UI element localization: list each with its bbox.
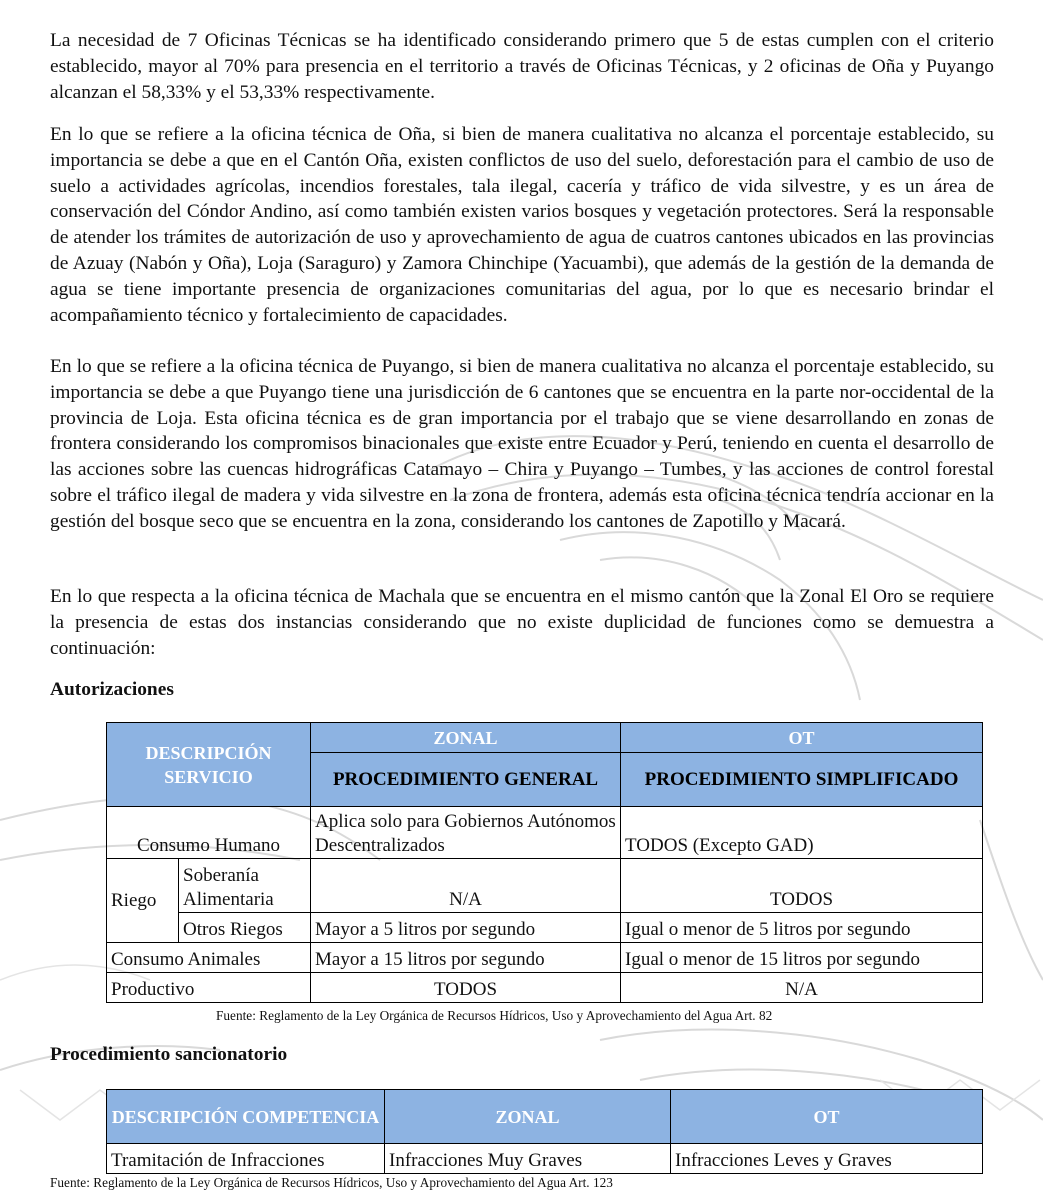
sancionatorio-header-ot: OT	[671, 1090, 983, 1144]
autorizaciones-table	[106, 722, 983, 1003]
row-otros-riegos-zonal: Mayor a 5 litros por segundo	[311, 913, 621, 943]
row-tramitacion-zonal: Infracciones Muy Graves	[385, 1144, 671, 1174]
row-otros-riegos-label: Otros Riegos	[179, 913, 311, 943]
row-consumo-animales-zonal: Mayor a 15 litros por segundo	[311, 943, 621, 973]
autorizaciones-source: Fuente: Reglamento de la Ley Orgánica de Recursos Hídricos, Uso y Aprovechamiento del Agua Art. 82	[216, 1008, 773, 1023]
paragraph-3: En lo que se refiere a la oficina técnica de Puyango, si bien de manera cualitativa no alcanza el porcentaje establecido, su importancia se debe a que Puyango tiene una jurisdicción de 6 cantones que se encuentra en la parte nor-occidental de la provincia de Loja. Esta oficina técnica es de gran importancia por el trabajo que se viene desarrollando en zonas de frontera considerando los compromisos binacionales que existe entre Ecuador y Perú, teniendo en cuenta el desarrollo de las acciones sobre las cuencas hidrográficas Catamayo – Chira y Puyango – Tumbes, y las acciones de control forestal sobre el tráfico ilegal de madera y vida silvestre en la zona de frontera, además esta oficina técnica tendría accionar en la gestión del bosque seco que se encuentra en la zona, considerando los cantones de Zapotillo y Macará.	[50, 356, 994, 532]
row-tramitacion-label: Tramitación de Infracciones	[107, 1144, 385, 1174]
row-otros-riegos-ot: Igual o menor de 5 litros por segundo	[621, 913, 983, 943]
row-riego-label: Riego	[107, 859, 179, 943]
header-descripcion-competencia: DESCRIPCIÓN COMPETENCIA	[107, 1090, 385, 1144]
row-soberania-label: Soberanía Alimentaria	[179, 859, 311, 913]
row-productivo-zonal: TODOS	[311, 973, 621, 1003]
sancionatorio-source: Fuente: Reglamento de la Ley Orgánica de Recursos Hídricos, Uso y Aprovechamiento del Agua Art. 123	[50, 1175, 613, 1190]
row-consumo-animales-label: Consumo Animales	[107, 943, 311, 973]
row-consumo-humano-zonal: Aplica solo para Gobiernos Autónomos Descentralizados	[311, 807, 621, 859]
row-soberania-ot: TODOS	[621, 859, 983, 913]
paragraph-2: En lo que se refiere a la oficina técnica de Oña, si bien de manera cualitativa no alcanza el porcentaje establecido, su importancia se debe a que en el Cantón Oña, existen conflictos de uso del suelo, deforestación para el cambio de uso de suelo a actividades agrícolas, incendios forestales, tala ilegal, cacería y tráfico de vida silvestre, y es un área de conservación del Cóndor Andino, así como también existen varios bosques y vegetación protectores. Será la responsable de atender los trámites de autorización de uso y aprovechamiento de agua de cuatros cantones ubicados en las provincias de Azuay (Nabón y Oña), Loja (Saraguro) y Zamora Chinchipe (Yacuambi), que además de la gestión de la demanda de agua se tiene importante presencia de organizaciones comunitarias del agua, por lo que es necesario brindar el acompañamiento técnico y fortalecimiento de capacidades.	[50, 124, 994, 326]
row-productivo-label: Productivo	[107, 973, 311, 1003]
header-ot: OT	[621, 723, 983, 753]
row-consumo-humano-label: Consumo Humano	[107, 807, 311, 859]
row-tramitacion-ot: Infracciones Leves y Graves	[671, 1144, 983, 1174]
header-zonal: ZONAL	[311, 723, 621, 753]
row-productivo-ot: N/A	[621, 973, 983, 1003]
row-consumo-humano-ot: TODOS (Excepto GAD)	[621, 807, 983, 859]
row-soberania-zonal: N/A	[311, 859, 621, 913]
header-procedimiento-general: PROCEDIMIENTO GENERAL	[311, 753, 621, 807]
paragraph-4: En lo que respecta a la oficina técnica de Machala que se encuentra en el mismo cantón que la Zonal El Oro se requiere la presencia de estas dos instancias considerando que no existe duplicidad de funciones como se demuestra a continuación:	[50, 586, 994, 659]
paragraph-1: La necesidad de 7 Oficinas Técnicas se ha identificado considerando primero que 5 de estas cumplen con el criterio establecido, mayor al 70% para presencia en el territorio a través de Oficinas Técnicas, y 2 oficinas de Oña y Puyango alcanzan el 58,33% y el 53,33% respectivamente.	[50, 30, 994, 103]
sancionatorio-heading: Procedimiento sancionatorio	[50, 1044, 288, 1065]
row-consumo-animales-ot: Igual o menor de 15 litros por segundo	[621, 943, 983, 973]
header-procedimiento-simplificado: PROCEDIMIENTO SIMPLIFICADO	[621, 753, 983, 807]
autorizaciones-heading: Autorizaciones	[50, 679, 174, 700]
header-descripcion-servicio: DESCRIPCIÓN SERVICIO	[107, 723, 311, 807]
sancionatorio-header-zonal: ZONAL	[385, 1090, 671, 1144]
sancionatorio-table	[106, 1089, 983, 1174]
